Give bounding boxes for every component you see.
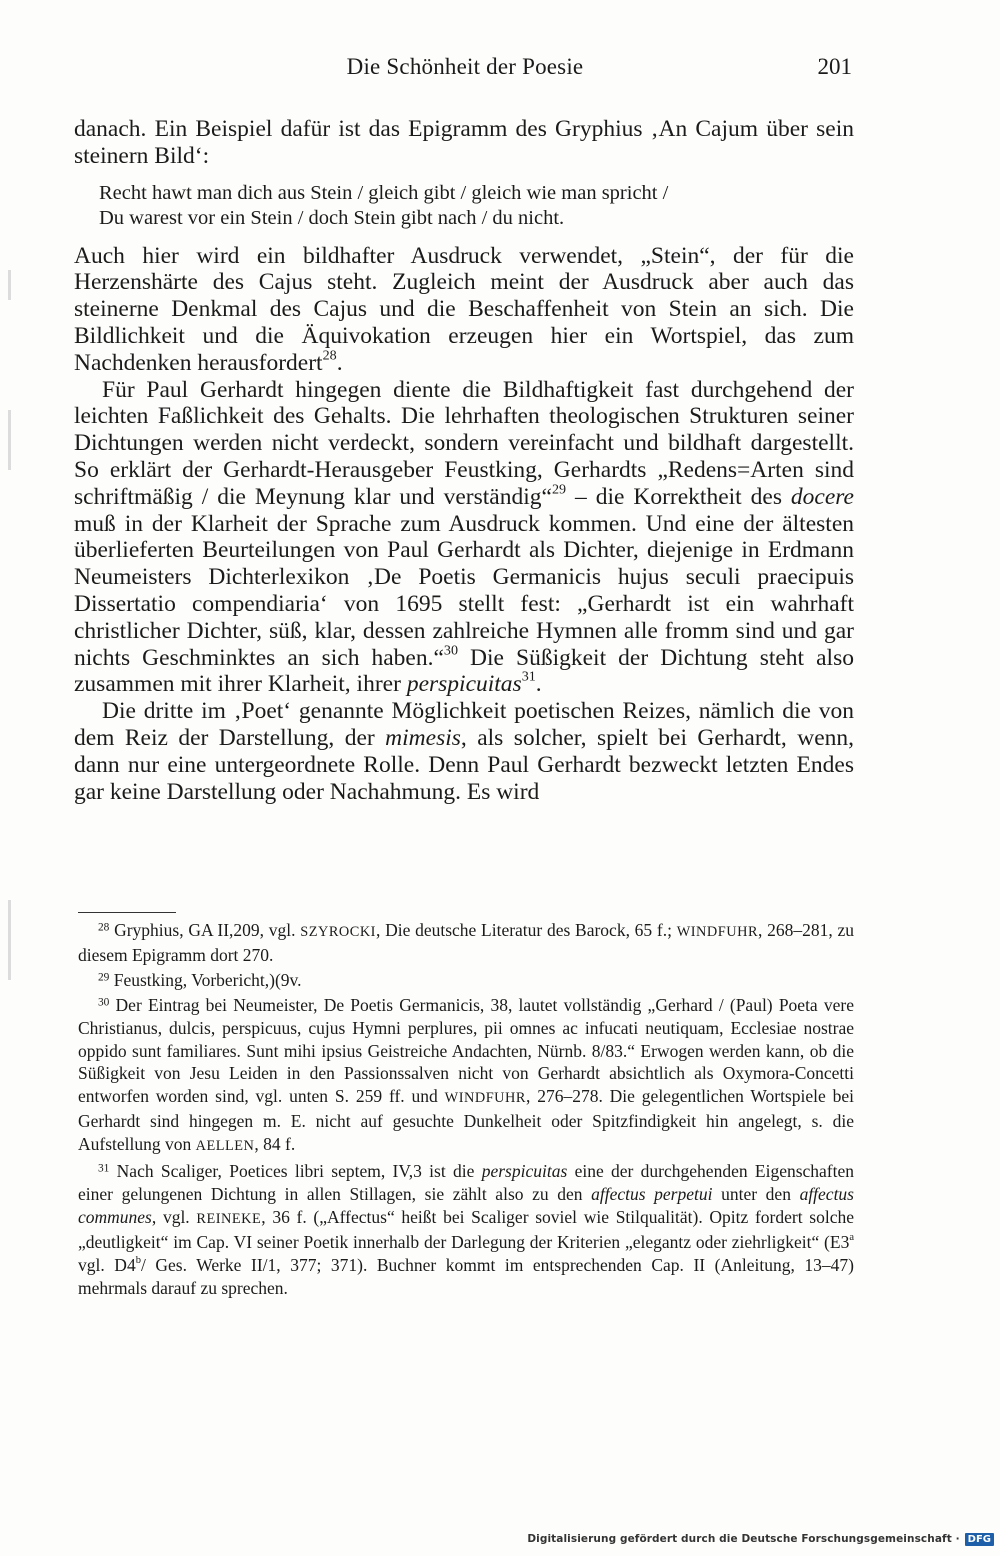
verse-quote xyxy=(99,181,854,231)
footnote-31: $^{31}$ Nach Scaliger, Poetices libri septem, IV,3 ist die perspicuitas eine der durchgehenden Eigenschaften einer gelungenen Dichtung in allen Stillagen, sie zählt also zu den affectus perpetui unter den affectus communes, vgl. REINEKE, 36 f. („Affectus“ heißt bei Scaliger soviel wie Stilqualität). Opitz fordert solche „deutligkeit“ im Cap. VI seiner Poetik innerhalb der Darlegung der Kriterien „elegantz oder ziehrligkeit“ (E3$^a$ vgl. D4$^b$/ Ges. Werke II/1, 377; 371). Buchner kommt im entsprechenden Cap. II (Anleitung, 13–47) mehrmals darauf zu sprechen. xyxy=(78,1161,855,1298)
footnote-separator xyxy=(78,912,176,913)
dfg-logo: DFG xyxy=(965,1533,994,1546)
footnote-ref: b xyxy=(135,1254,141,1266)
footnote-number: 28 xyxy=(98,921,110,934)
italic-term: affectus perpetui xyxy=(591,1183,713,1204)
footnote-ref: a xyxy=(849,1231,854,1243)
footnote-28: $^{28}$ Gryphius, GA II,209, vgl. SZYROCKI, Die deutsche Literatur des Barock, 65 f.; WINDFUHR, 268–281, zu diesem Epigramm dort 270. xyxy=(78,920,854,965)
footnote-ref: 29 xyxy=(551,481,567,498)
italic-term: mimesis xyxy=(385,724,461,751)
italic-term: perspicuitas xyxy=(406,671,522,698)
footnotes xyxy=(78,919,854,1302)
scan-edge-marks xyxy=(0,200,22,1000)
author-name: AELLEN xyxy=(195,1138,255,1155)
footnote-29: $^{29}$ Feustking, Vorbericht,)(9v. xyxy=(98,969,302,990)
page-number: 201 xyxy=(817,54,852,79)
main-text xyxy=(74,116,854,805)
footnote-ref: 30 xyxy=(443,641,458,658)
footnote-ref: 31 xyxy=(521,668,536,685)
italic-term: perspicuitas xyxy=(481,1161,568,1182)
author-name: WINDFUHR xyxy=(444,1090,526,1107)
paragraph-4: Die dritte im ‚Poet‘ genannte Möglichkeit poetischen Reizes, nämlich die von dem Reiz der Darstellung, der mimesis, als solcher, spielt bei Gerhardt, wenn, dann nur eine untergeordnete Rolle. Denn Paul Gerhardt bezweckt letzten Endes gar keine Darstellung oder Nachahmung. Es wird xyxy=(74,698,854,805)
verse-line-2: Du warest vor ein Stein / doch Stein gibt nach / du nicht. xyxy=(99,206,565,229)
footnote-ref: 28 xyxy=(322,347,337,364)
italic-term: docere xyxy=(790,483,854,510)
paragraph-3: Für Paul Gerhardt hingegen diente die Bildhaftigkeit fast durchgehend der leichten Faßlichkeit des Gehalts. Die lehrhaften theologischen Strukturen seiner Dichtungen werden nicht verdeckt, sondern vereinfacht und bildhaft dargestellt. So erklärt der Gerhardt-Herausgeber Feustking, Gerhardts „Redens=Arten sind schriftmäßig / die Meynung klar und verständig“$^{29}$ – die Korrektheit des docere muß in der Klarheit der Sprache zum Ausdruck kommen. Und eine der ältesten überlieferten Beurteilungen von Paul Gerhardt als Dichter, diejenige in Erdmann Neumeisters Dichterlexikon ‚De Poetis Germanicis hujus seculi praecipuis Dissertatio compendiaria‘ von 1695 stellt fest: „Gerhardt ist ein wahrhaft christlicher Dichter, süß, klar, dessen zahlreiche Hymnen alle fromm sind und gar nichts Geschminktes an sich haben.“$^{30}$ Die Süßigkeit der Dichtung steht also zusammen mit ihrer Klarheit, ihrer perspicuitas$^{31}$. xyxy=(74,376,854,698)
footnote-number: 29 xyxy=(98,971,110,984)
paragraph-1: danach. Ein Beispiel dafür ist das Epigramm des Gryphius ‚An Cajum über sein steinern Bild‘: xyxy=(74,116,854,169)
footnote-number: 31 xyxy=(98,1162,110,1175)
paragraph-2: Auch hier wird ein bildhafter Ausdruck verwendet, „Stein“, der für die Herzenshärte des Cajus steht. Zugleich meint der Ausdruck aber auch das steinerne Denkmal des Cajus und die Beschaffenheit von Stein an sich. Die Bildlichkeit und die Äquivokation erzeugen hier ein Wortspiel, das zum Nachdenken herausfordert$^{28}$. xyxy=(74,242,854,376)
running-title: Die Schönheit der Poesie xyxy=(346,54,584,79)
footnote-30: $^{30}$ Der Eintrag bei Neumeister, De Poetis Germanicis, 38, lautet vollständig „Gerhard / (Paul) Poeta vere Christianus, dulcis, perspicuus, cujus Hymni perplures, pii omnes ac infucati neutiquam, Ecclesiae nostrae oppido sunt familiares. Sunt mihi ipsius Geistreiche Andachten, Nürnb. 8/83.“ Erwogen werden kann, ob die Süßigkeit von Jesu Leiden in den Passionssalven nicht von Gerhardt absichtlich als Oxymora-Concetti entworfen worden sind, vgl. unten S. 259 ff. und WINDFUHR, 276–278. Die gelegentlichen Wortspiele bei Gerhardt sind hingegen m. E. nicht auf gesuchte Dunkelheit oder Spitzfindigkeit hin angelegt, s. die Aufstellung von AELLEN, 84 f. xyxy=(78,994,854,1155)
author-name: SZYROCKI xyxy=(300,924,376,940)
author-name: WINDFUHR xyxy=(676,924,759,940)
footnote-number: 30 xyxy=(98,996,110,1009)
credit-text: Digitalisierung gefördert durch die Deutsche Forschungsgemeinschaft · xyxy=(527,1533,960,1545)
italic-term: affectus communes xyxy=(78,1183,854,1227)
running-head xyxy=(0,54,1000,88)
digitization-credit xyxy=(527,1530,994,1548)
author-name: REINEKE xyxy=(196,1210,262,1227)
verse-line-1: Recht hawt man dich aus Stein / gleich gibt / gleich wie man spricht / xyxy=(99,181,669,204)
